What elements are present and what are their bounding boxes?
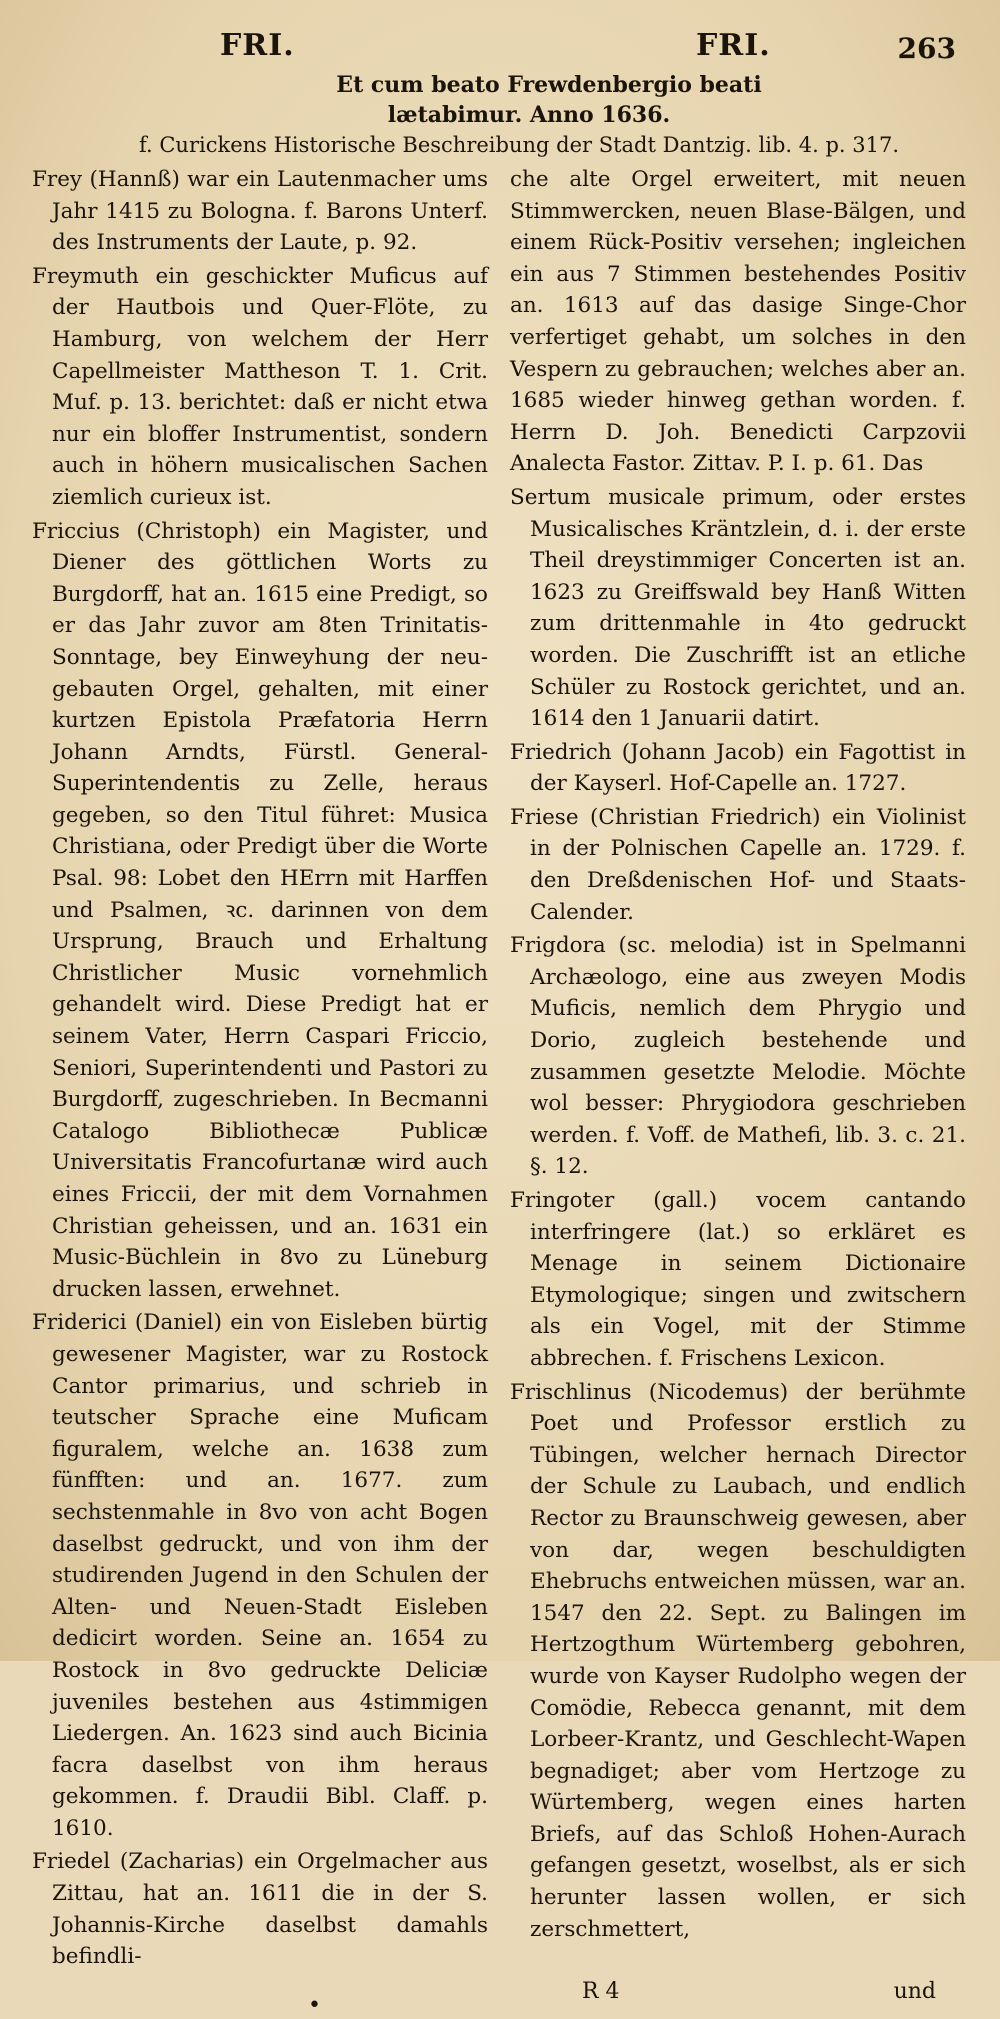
right-column <box>510 164 966 1975</box>
entry-friccius: Friccius (Christoph) ein Magister, und Diener des göttlichen Worts zu Burgdorff, hat an. 1615 eine Predigt, so er das Jahr zuvor am 8ten Trinitatis-Sonntage, bey Einweyhung der neu-gebauten Orgel, gehalten, mit einer kurtzen Epistola Præfatoria Herrn Johann Arndts, Fürstl. General-Superintendentis zu Zelle, heraus gegeben, so den Titul führet: Musica Christiana, oder Predigt über die Worte Psal. 98: Lobet den HErrn mit Harffen und Psalmen, ꝛc. darinnen von dem Ursprung, Brauch und Erhaltung Christlicher Music vornehmlich gehandelt wird. Diese Predigt hat er seinem Vater, Herrn Caspari Friccio, Seniori, Superintendenti und Pastori zu Burgdorff, zugeschrieben. In Becmanni Catalogo Bibliothecæ Publicæ Universitatis Francofurtanæ wird auch eines Friccii, der mit dem Vornahmen Christian geheissen, und an. 1631 ein Music-Büchlein in 8vo zu Lüneburg drucken lassen, erwehnet. <box>32 518 488 1302</box>
entry-friderici: Friderici (Daniel) ein von Eisleben bürtig gewesener Magister, war zu Rostock Cantor primarius, und schrieb in teutscher Sprache eine Muficam figuralem, welche an. 1638 zum fünfften: und an. 1677. zum sechstenmahle in 8vo von acht Bogen daselbst gedruckt, und von ihm der studirenden Jugend in den Schulen der Alten- und Neuen-Stadt Eisleben dedicirt worden. Seine an. 1654 zu Rostock in 8vo gedruckte Deliciæ juveniles bestehen aus 4stimmigen Liedergen. An. 1623 sind auch Bicinia facra daselbst von ihm heraus gekommen. f. Draudii Bibl. Claff. p. 1610. <box>32 1310 488 1841</box>
intro-line-1: Et cum beato Frewdenbergio beati <box>336 72 762 98</box>
intro-block <box>32 70 966 160</box>
intro-line-2: lætabimur. Anno 1636. <box>387 102 671 128</box>
catchword: und <box>893 1978 936 2004</box>
header-center-title: FRI. <box>696 28 771 63</box>
intro-line-3: f. Curickens Historische Beschreibung der Stadt Dantzig. lib. 4. p. 317. <box>138 133 899 157</box>
header-left-title: FRI. <box>220 28 295 63</box>
entry-frey: Frey (Hannß) war ein Lautenmacher ums Jahr 1415 zu Bologna. f. Barons Unterf. des Instruments der Laute, p. 92. <box>32 167 488 256</box>
text-columns <box>32 164 966 1975</box>
entry-fringoter: Fringoter (gall.) vocem cantando interfringere (lat.) so erkläret es Menage in seinem Dictionaire Etymologique; singen und zwitschern als ein Vogel, mit der Stimme abbrechen. f. Frischens Lexicon. <box>510 1188 966 1371</box>
entry-friese: Friese (Christian Friedrich) ein Violinist in der Polnischen Capelle an. 1729. f. den Dreßdenischen Hof- und Staats-Calender. <box>510 804 966 925</box>
page-footer <box>32 1979 966 2019</box>
entry-friedel: Friedel (Zacharias) ein Orgelmacher aus Zittau, hat an. 1611 die in der S. Johannis-Kirche daselbst damahls befindli- <box>32 1849 488 1970</box>
entry-friedel-continued: che alte Orgel erweitert, mit neuen Stimmwercken, neuen Blase-Bälgen, und einem Rück-Positiv versehen; ingleichen ein aus 7 Stimmen bestehendes Positiv an. 1613 auf das dasige Singe-Chor verfertiget gehabt, um solches in den Vespern zu gebrauchen; welches aber an. 1685 wieder hinweg gethan worden. f. Herrn D. Joh. Benedicti Carpzovii Analecta Fastor. Zittav. P. I. p. 61. Das <box>510 167 966 477</box>
entry-friedrich: Friedrich (Johann Jacob) ein Fagottist in der Kayserl. Hof-Capelle an. 1727. <box>510 739 966 797</box>
entry-frigdora: Frigdora (sc. melodia) ist in Spelmanni Archæologo, eine aus zweyen Modis Muficis, nemlich dem Phrygio und Dorio, zugleich bestehende und zusammen gesetzte Melodie. Möchte wol besser: Phrygiodora geschrieben werden. f. Voff. de Mathefi, lib. 3. c. 21. §. 12. <box>510 933 966 1180</box>
signature-mark: R 4 <box>582 1978 620 2004</box>
running-header <box>32 22 966 70</box>
entry-sertum: Sertum musicale primum, oder erstes Musicalisches Kräntzlein, d. i. der erste Theil dreystimmiger Concerten ist an. 1623 zu Greiffswald bey Hanß Witten zum drittenmahle in 4to gedruckt worden. Die Zuschrifft ist an etliche Schüler zu Rostock gerichtet, und an. 1614 den 1 Januarii datirt. <box>510 484 966 732</box>
entry-freymuth: Freymuth ein geschickter Muficus auf der Hautbois und Quer-Flöte, zu Hamburg, von welchem der Herr Capellmeister Mattheson T. 1. Crit. Muf. p. 13. berichtet: daß er nicht etwa nur ein bloffer Instrumentist, sondern auch in höhern musicalischen Sachen ziemlich curieux ist. <box>32 263 488 510</box>
left-column <box>32 164 488 1975</box>
page-number: 263 <box>897 32 956 65</box>
entry-frischlinus: Frischlinus (Nicodemus) der berühmte Poet und Professor erstlich zu Tübingen, welcher hernach Director der Schule zu Laubach, und endlich Rector zu Braunschweig gewesen, aber von dar, wegen beschuldigten Ehebruchs entweichen müssen, war an. 1547 den 22. Sept. zu Balingen im Hertzogthum Würtemberg gebohren, wurde von Kayser Rudolpho wegen der Comödie, Rebecca genannt, mit dem Lorbeer-Krantz, und Geschlecht-Wapen begnadiget; aber vom Hertzoge zu Würtemberg, wegen eines harten Briefs, auf das Schloß Hohen-Aurach gefangen gesetzt, woselbst, als er sich herunter lassen wollen, er sich zerschmettert, <box>510 1379 966 1942</box>
ink-mark: • <box>308 1992 321 2018</box>
